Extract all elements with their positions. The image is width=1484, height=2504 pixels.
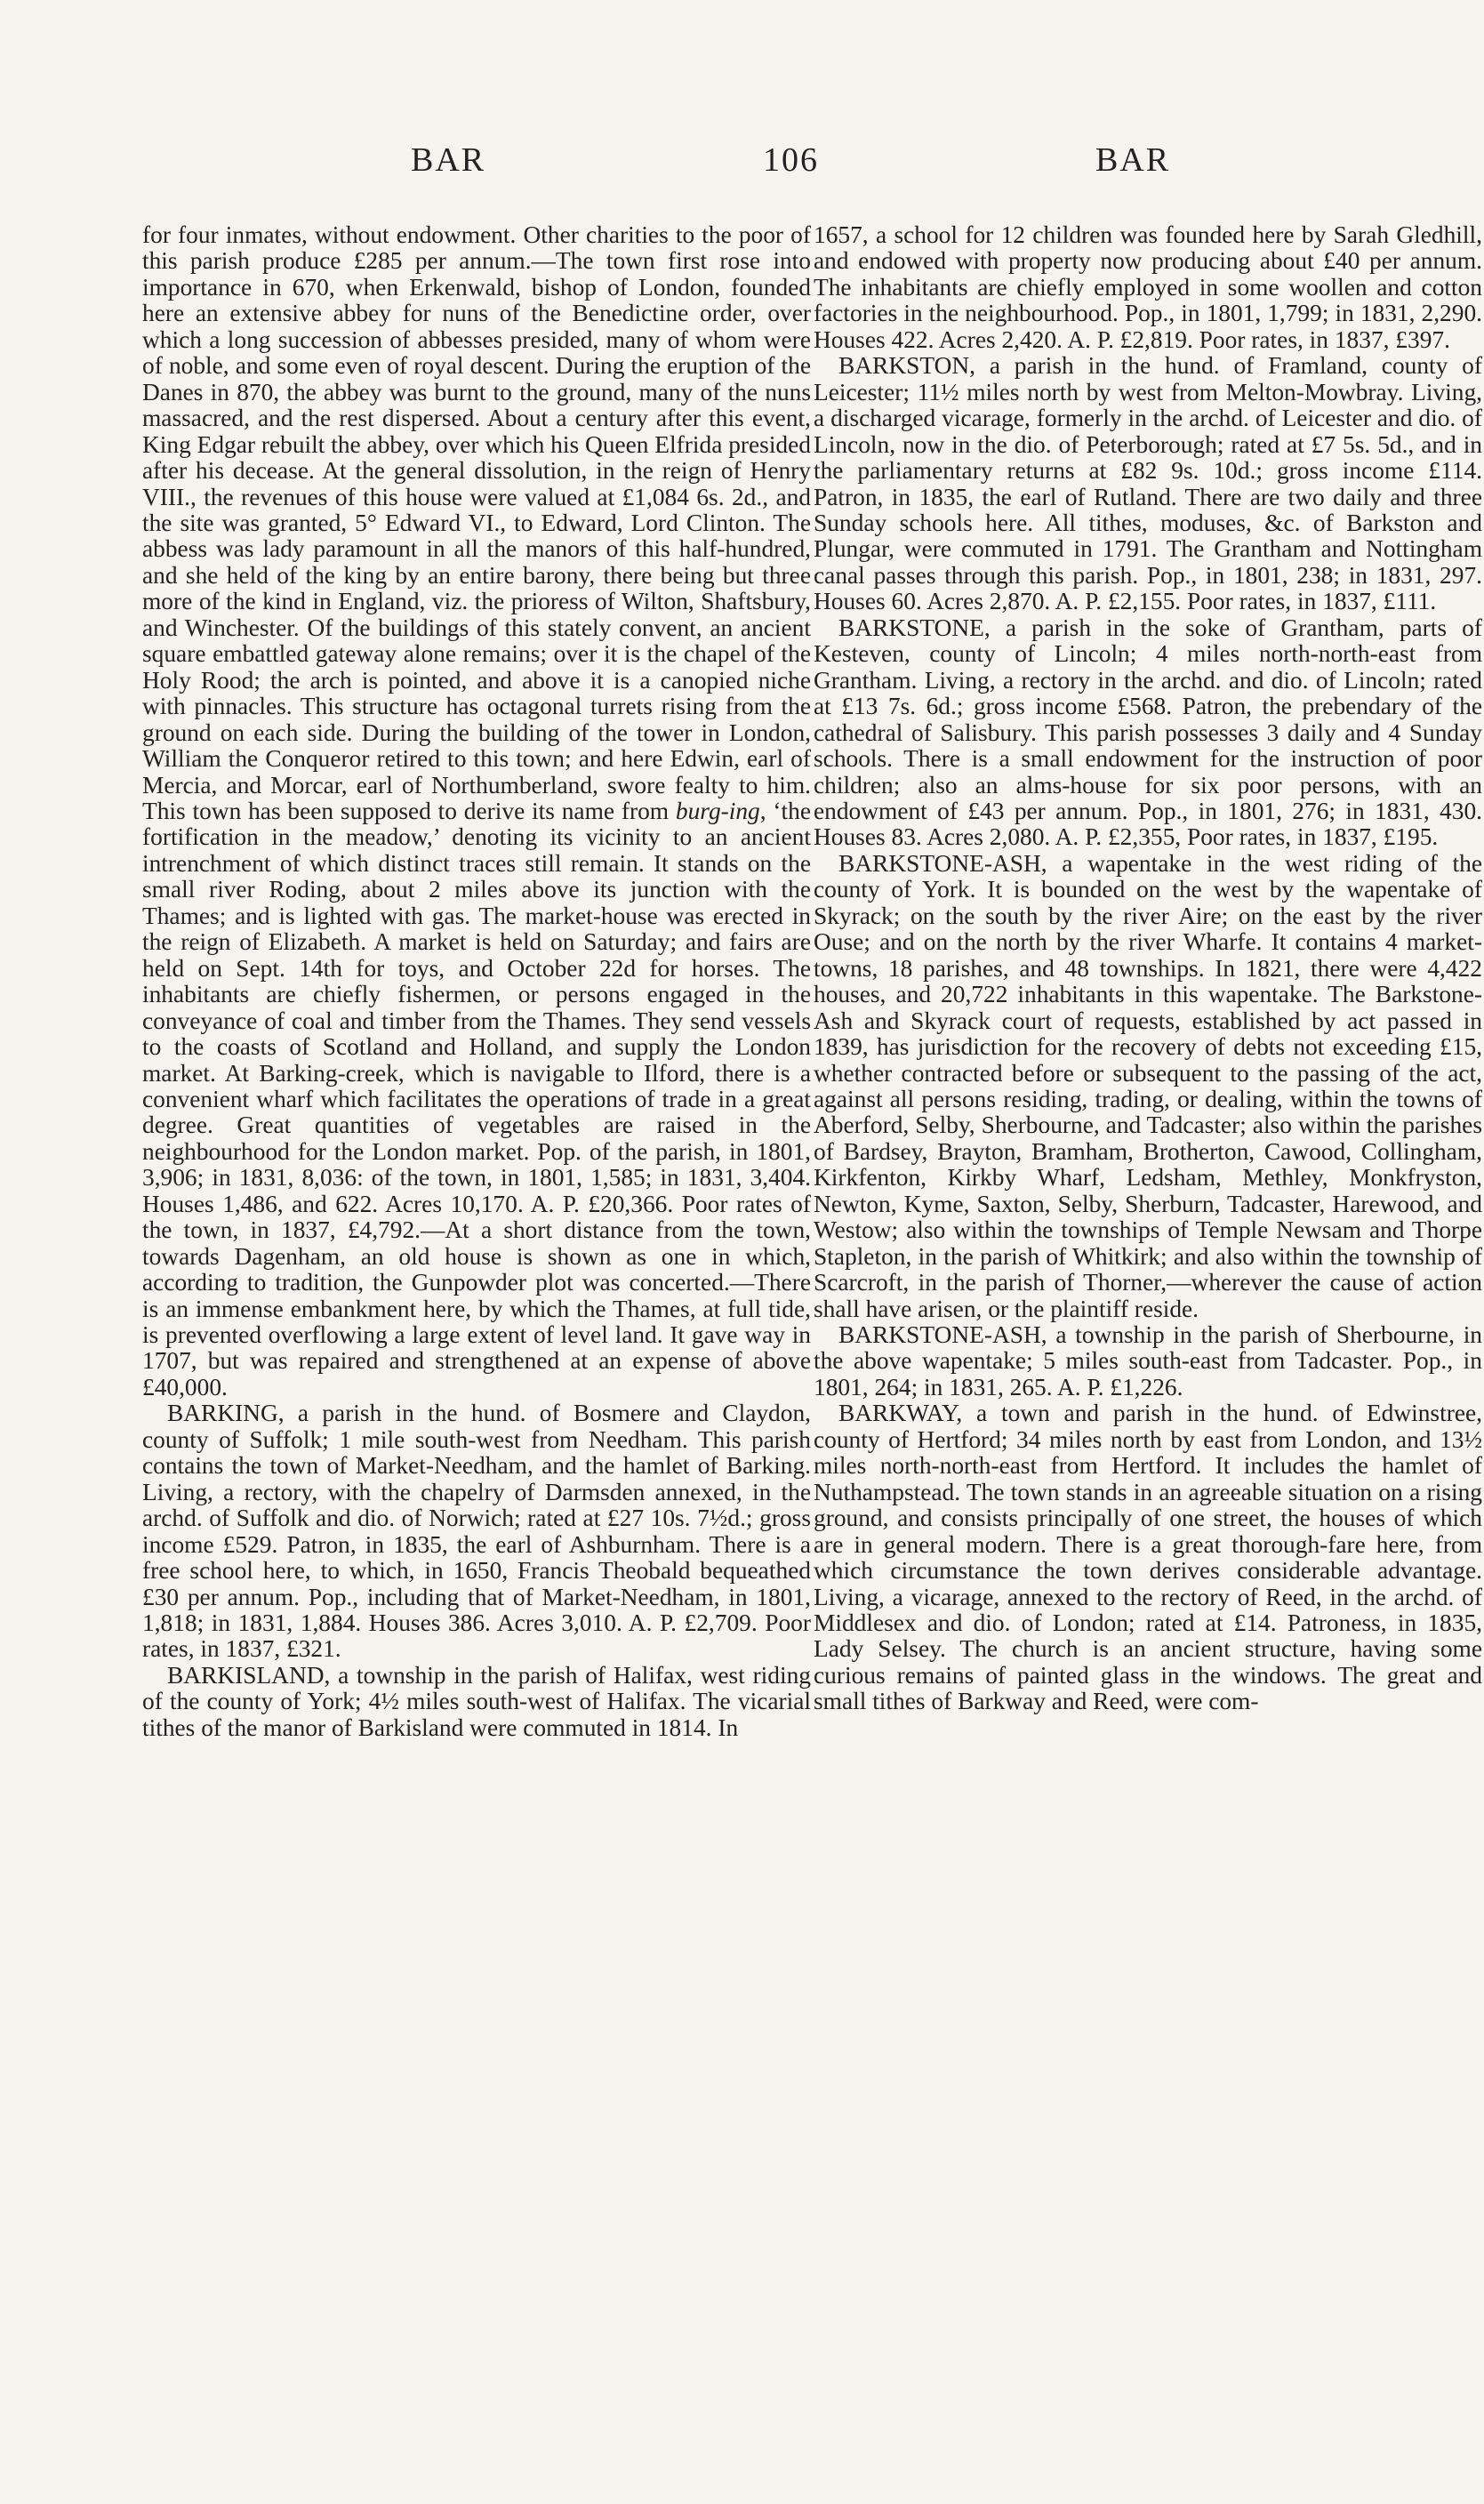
barkisland-continuation: 1657, a school for 12 children was founded here by Sarah Gledhill, and endowed with property now producing about £40 per annum. The inhabitants are chiefly employed in some woollen and cotton factories in the neighbourhood. Pop., in 1801, 1,799; in 1831, 2,290. Houses 422. Acres 2,420. A. P. £2,819. Poor rates, in 1837, £397.: [814, 221, 1482, 353]
entry-barking-suffolk: BARKING, a parish in the hund. of Bosmere and Claydon, county of Suffolk; 1 mile south-west from Needham. This parish contains the town of Market-Needham, and the hamlet of Barking. Living, a rectory, with the chapelry of Darmsden annexed, in the archd. of Suffolk and dio. of Norwich; rated at £27 10s. 7½d.; gross income £529. Patron, in 1835, the earl of Ashburnham. There is a free school here, to which, in 1650, Francis Theobald bequeathed £30 per annum. Pop., including that of Market-Needham, in 1801, 1,818; in 1831, 1,884. Houses 386. Acres 3,010. A. P. £2,709. Poor rates, in 1837, £321.: [142, 1400, 811, 1663]
left-column: [142, 222, 811, 1741]
entry-barkston: BARKSTON, a parish in the hund. of Framland, county of Leicester; 11½ miles north by west from Melton-Mowbray. Living, a discharged vicarage, formerly in the archd. of Leicester and dio. of Lincoln, now in the dio. of Peterborough; rated at £7 5s. 5d., and in the parliamentary returns at £82 9s. 10d.; gross income £114. Patron, in 1835, the earl of Rutland. There are two daily and three Sunday schools here. All tithes, moduses, &c. of Barkston and Plungar, were commuted in 1791. The Grantham and Nottingham canal passes through this parish. Pop., in 1801, 238; in 1831, 297. Houses 60. Acres 2,870. A. P. £2,155. Poor rates, in 1837, £111.: [814, 352, 1482, 615]
header-right-word: BAR: [1095, 141, 1171, 179]
entry-barkstone-ash-wapentake: BARKSTONE-ASH, a wapentake in the west riding of the county of York. It is bounded on the west by the wapentake of Skyrack; on the south by the river Aire; on the east by the river Ouse; and on the north by the river Wharfe. It contains 4 market-towns, 18 parishes, and 48 townships. In 1821, there were 4,422 houses, and 20,722 inhabitants in this wapentake. The Barkstone-Ash and Skyrack court of requests, established by act passed in 1839, has jurisdiction for the recovery of debts not exceeding £15, whether contracted before or subsequent to the passing of the act, against all persons residing, trading, or dealing, within the towns of Aberford, Selby, Sherbourne, and Tadcaster; also within the parishes of Bardsey, Brayton, Bramham, Brotherton, Cawood, Collingham, Kirkfenton, Kirkby Wharf, Ledsham, Methley, Monkfryston, Newton, Kyme, Saxton, Selby, Sherburn, Tadcaster, Harewood, and Westow; also within the townships of Temple Newsam and Thorpe Stapleton, in the parish of Whitkirk; and also within the township of Scarcroft, in the parish of Thorner,—wherever the cause of action shall have arisen, or the plaintiff reside.: [814, 849, 1482, 1322]
barking-essex-continuation: [142, 222, 811, 1400]
entry-barkisland: BARKISLAND, a township in the parish of Halifax, west riding of the county of York; 4½ miles south-west of Halifax. The vicarial tithes of the manor of Barkisland were commuted in 1814. In: [142, 1661, 811, 1741]
page-number: 106: [763, 141, 819, 179]
running-header: [0, 140, 1484, 194]
right-column: [814, 222, 1482, 1715]
paragraph-text: , ‘the fortification in the meadow,’ denoting its vicinity to an ancient intrenchment of which distinct traces still remain. It stands on the small river Roding, about 2 miles above its junction with the Thames; and is lighted with gas. The market-house was erected in the reign of Elizabeth. A market is held on Saturday; and fairs are held on Sept. 14th for toys, and October 22d for horses. The inhabitants are chiefly fishermen, or persons engaged in the conveyance of coal and timber from the Thames. They send vessels to the coasts of Scotland and Holland, and supply the London market. At Barking-creek, which is navigable to Ilford, there is a convenient wharf which facilitates the operations of trade in a great degree. Great quantities of vegetables are raised in the neighbourhood for the London market. Pop. of the parish, in 1801, 3,906; in 1831, 8,036: of the town, in 1801, 1,585; in 1831, 3,404. Houses 1,486, and 622. Acres 10,170. A. P. £20,366. Poor rates of the town, in 1837, £4,792.—At a short distance from the town, towards Dagenham, an old house is shown as one in which, according to tradition, the Gunpowder plot was concerted.—There is an immense embankment here, by which the Thames, at full tide, is prevented overflowing a large extent of level land. It gave way in 1707, but was repaired and strengthened at an expense of above £40,000.: [142, 797, 812, 1400]
paragraph-text: for four inmates, without endowment. Other charities to the poor of this parish produce £285 per annum.—The town first rose into importance in 670, when Erkenwald, bishop of London, founded here an extensive abbey for nuns of the Benedictine order, over which a long succession of abbesses presided, many of whom were of noble, and some even of royal descent. During the eruption of the Danes in 870, the abbey was burnt to the ground, many of the nuns massacred, and the rest dispersed. About a century after this event, King Edgar rebuilt the abbey, over which his Queen Elfrida presided after his decease. At the general dissolution, in the reign of Henry VIII., the revenues of this house were valued at £1,084 6s. 2d., and the site was granted, 5° Edward VI., to Edward, Lord Clinton. The abbess was lady paramount in all the manors of this half-hundred, and she held of the king by an entire barony, there being but three more of the kind in England, viz. the prioress of Wilton, Shaftsbury, and Winchester. Of the buildings of this stately convent, an ancient square embattled gateway alone remains; over it is the chapel of the Holy Rood; the arch is pointed, and above it is a canopied niche with pinnacles. This structure has octagonal turrets rising from the ground on each side. During the building of the tower in London, William the Conqueror retired to this town; and here Edwin, earl of Mercia, and Morcar, earl of Northumberland, swore fealty to him. This town has been supposed to derive its name from: [142, 221, 811, 824]
entry-barkstone-ash-township: BARKSTONE-ASH, a township in the parish of Sherbourne, in the above wapentake; 5 miles south-east from Tadcaster. Pop., in 1801, 264; in 1831, 265. A. P. £1,226.: [814, 1321, 1482, 1400]
italic-etymology: burg-ing: [675, 797, 760, 824]
entry-barkstone: BARKSTONE, a parish in the soke of Grantham, parts of Kesteven, county of Lincoln; 4 miles north-north-east from Grantham. Living, a rectory in the archd. and dio. of Lincoln; rated at £13 7s. 6d.; gross income £568. Patron, the prebendary of the cathedral of Salisbury. This parish possesses 3 daily and 4 Sunday schools. There is a small endowment for the instruction of poor children; also an alms-house for six poor persons, with an endowment of £43 per annum. Pop., in 1801, 276; in 1831, 430. Houses 83. Acres 2,080. A. P. £2,355, Poor rates, in 1837, £195.: [814, 614, 1482, 851]
header-left-word: BAR: [411, 141, 486, 179]
entry-barkway: BARKWAY, a town and parish in the hund. of Edwinstree, county of Hertford; 34 miles north by east from London, and 13½ miles north-north-east from Hertford. It includes the hamlet of Nuthampstead. The town stands in an agreeable situation on a rising ground, and consists principally of one street, the houses of which are in general modern. There is a great thorough-fare here, from which circumstance the town derives considerable advantage. Living, a vicarage, annexed to the rectory of Reed, in the archd. of Middlesex and dio. of London; rated at £14. Patroness, in 1835, Lady Selsey. The church is an ancient structure, having some curious remains of painted glass in the windows. The great and small tithes of Barkway and Reed, were com-: [814, 1400, 1482, 1715]
